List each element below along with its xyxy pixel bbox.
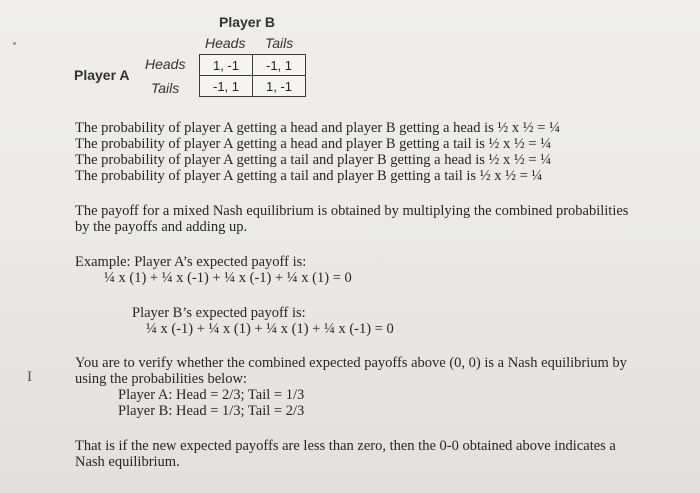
- verify-line: You are to verify whether the combined expected payoffs above (0, 0) is a Nash equilibrium by: [75, 355, 627, 371]
- verify-line: using the probabilities below:: [75, 371, 247, 387]
- payoff-cell: 1, -1: [200, 55, 253, 76]
- probability-line: The probability of player A getting a head and player B getting a head is ½ x ½ = ¼: [75, 120, 560, 136]
- payoff-intro-line: The payoff for a mixed Nash equilibrium is obtained by multiplying the combined probabilities: [75, 203, 629, 219]
- example-a-expression: ¼ x (1) + ¼ x (-1) + ¼ x (-1) + ¼ x (1) = 0: [104, 270, 352, 286]
- verify-player-a: Player A: Head = 2/3; Tail = 1/3: [118, 387, 305, 403]
- payoff-row: [200, 55, 306, 76]
- verify-player-b: Player B: Head = 1/3; Tail = 2/3: [118, 403, 305, 419]
- payoff-cell: -1, 1: [253, 55, 306, 76]
- col-label-tails: Tails: [265, 35, 294, 51]
- payoff-cell: -1, 1: [200, 76, 253, 97]
- payoff-cell: 1, -1: [253, 76, 306, 97]
- player-a-label: Player A: [74, 67, 130, 83]
- payoff-row: [200, 76, 306, 97]
- payoff-intro-line: by the payoffs and adding up.: [75, 219, 248, 235]
- probability-line: The probability of player A getting a tail and player B getting a tail is ½ x ½ = ¼: [75, 168, 543, 184]
- probability-line: The probability of player A getting a head and player B getting a tail is ½ x ½ = ¼: [75, 136, 552, 152]
- payoff-matrix: [199, 54, 306, 97]
- player-b-label: Player B: [219, 14, 276, 30]
- example-b-expression: ¼ x (-1) + ¼ x (1) + ¼ x (1) + ¼ x (-1) = 0: [146, 321, 394, 337]
- probability-line: The probability of player A getting a tail and player B getting a head is ½ x ½ = ¼: [75, 152, 552, 168]
- text-cursor-icon: I: [27, 369, 32, 385]
- row-label-heads: Heads: [145, 56, 186, 72]
- example-b-label: Player B’s expected payoff is:: [132, 305, 306, 321]
- conclusion-line: Nash equilibrium.: [75, 454, 180, 470]
- stray-mark: [13, 42, 16, 45]
- conclusion-line: That is if the new expected payoffs are less than zero, then the 0-0 obtained above indicates a: [75, 438, 616, 454]
- col-label-heads: Heads: [205, 35, 246, 51]
- example-a-label: Example: Player A’s expected payoff is:: [75, 254, 307, 270]
- row-label-tails: Tails: [151, 80, 180, 96]
